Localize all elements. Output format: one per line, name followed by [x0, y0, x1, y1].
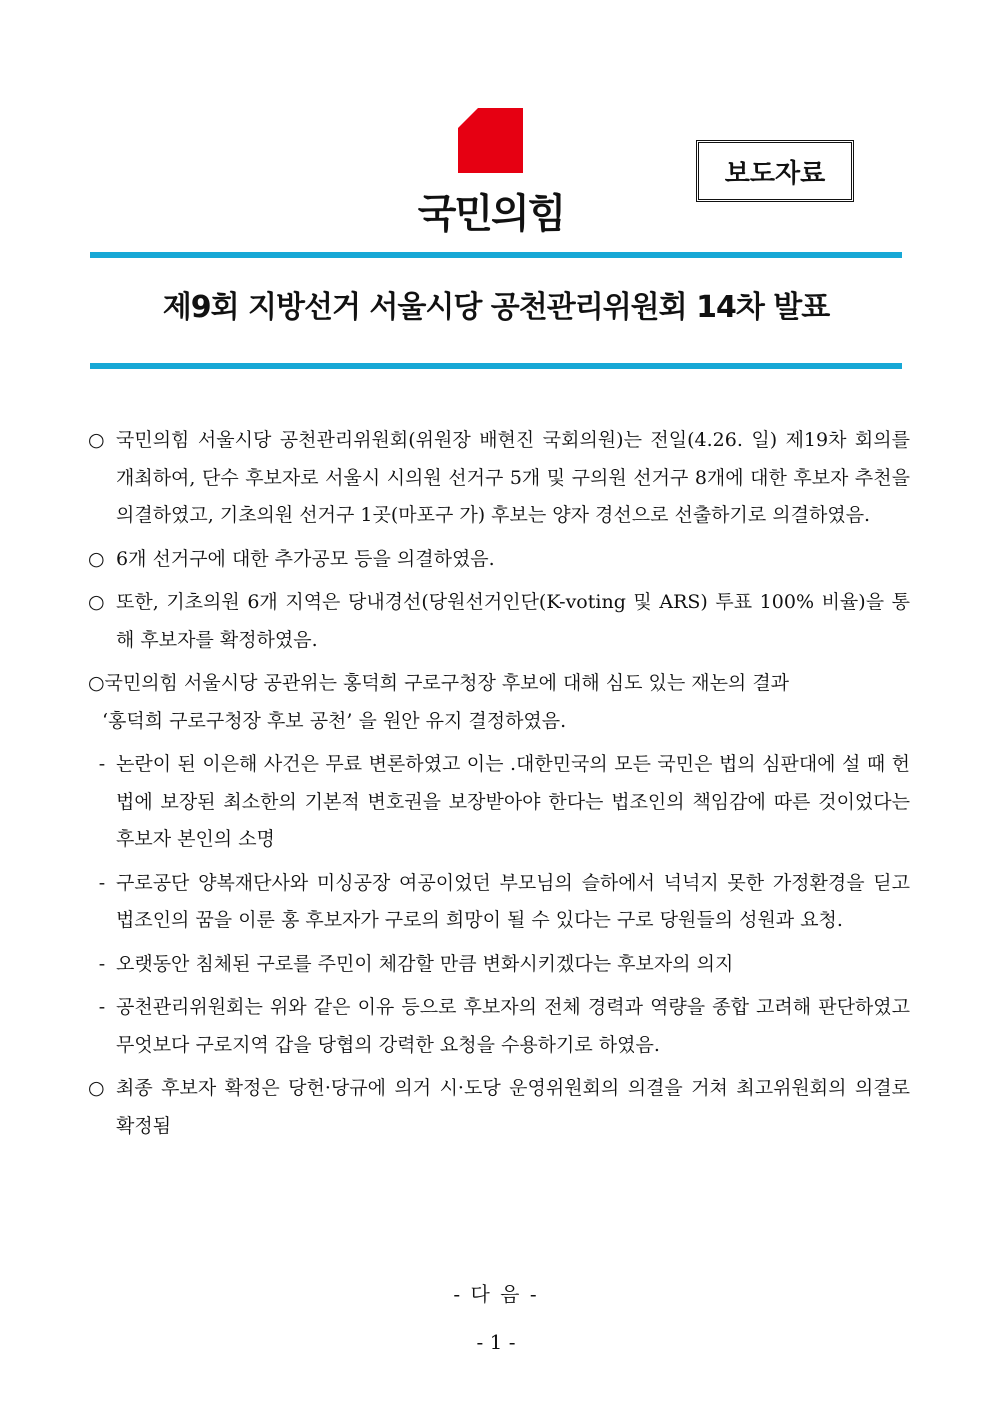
paragraph-text: 6개 선거구에 대한 추가공모 등을 의결하였음.	[116, 547, 495, 570]
title-rule-top	[90, 252, 902, 258]
dash-marker: -	[98, 753, 106, 775]
paragraph	[88, 665, 910, 703]
press-release-label	[696, 140, 854, 202]
dash-marker: -	[98, 952, 106, 975]
paragraph	[88, 1070, 910, 1145]
dash-marker: -	[98, 996, 106, 1018]
party-logo-text: 국민의힘	[417, 191, 565, 237]
document-title: 제9회 지방선거 서울시당 공천관리위원회 14차 발표	[162, 290, 830, 325]
paragraph-text: 또한, 기초의원 6개 지역은 당내경선(당원선거인단(K-voting 및 ARS) 투표 100% 비율)을 통해 후보자를 확정하였음.	[116, 591, 910, 651]
paragraph	[88, 584, 910, 659]
party-logo-mark	[458, 108, 523, 173]
next-section-label: - 다 음 -	[453, 1282, 539, 1306]
dash-item	[88, 865, 910, 940]
press-release-text: 보도자료	[724, 158, 826, 189]
paragraph-text: ‘홍덕희 구로구청장 후보 공천’ 을 원안 유지 결정하였음.	[102, 709, 567, 732]
paragraph-text: 오랫동안 침체된 구로를 주민이 체감할 만큼 변화시키겠다는 후보자의 의지	[116, 952, 734, 975]
bullet-marker: ○	[88, 1077, 105, 1099]
paragraph-text: 국민의힘 서울시당 공천관리위원회(위원장 배현진 국회의원)는 전일(4.26. 일) 제19차 회의를 개최하여, 단수 후보자로 서울시 시의원 선거구 5개 및 구의원 선거구 8개에 대한 후보자 추천을 의결하였고, 기초의원 선거구 1곳(마포구 가) 후보는 양자 경선으로 선출하기로 의결하였음.	[116, 429, 910, 526]
dash-marker: -	[98, 871, 106, 894]
paragraph-text: 최종 후보자 확정은 당헌·당규에 의거 시·도당 운영위원회의 의결을 거쳐 최고위원회의 의결로 확정됨	[116, 1077, 910, 1137]
paragraph-text: 논란이 된 이은해 사건은 무료 변론하였고 이는 .대한민국의 모든 국민은 법의 심판대에 설 때 헌법에 보장된 최소한의 기본적 변호권을 보장받아야 한다는 법조인의 책임감에 따른 것이었다는 후보자 본인의 소명	[116, 753, 910, 850]
bullet-marker: ○	[88, 672, 105, 694]
page-number: - 1 -	[476, 1330, 516, 1354]
paragraph	[88, 422, 910, 535]
paragraph	[88, 541, 910, 579]
paragraph-quote	[88, 703, 910, 741]
dash-item	[88, 746, 910, 859]
title-rule-bottom	[90, 363, 902, 369]
paragraph-text: 구로공단 양복재단사와 미싱공장 여공이었던 부모님의 슬하에서 넉넉지 못한 가정환경을 딛고 법조인의 꿈을 이룬 홍 후보자가 구로의 희망이 될 수 있다는 구로 당원들의 성원과 요청.	[116, 871, 910, 931]
bullet-marker: ○	[88, 591, 105, 613]
paragraph-text: 공천관리위원회는 위와 같은 이유 등으로 후보자의 전체 경력과 역량을 종합 고려해 판단하였고 무엇보다 구로지역 갑을 당협의 강력한 요청을 수용하기로 하였음.	[116, 996, 910, 1056]
bullet-marker: ○	[88, 547, 105, 570]
dash-item	[88, 946, 910, 984]
paragraph-text: 국민의힘 서울시당 공관위는 홍덕희 구로구청장 후보에 대해 심도 있는 재논의 결과	[104, 672, 790, 694]
document-body	[88, 422, 910, 1151]
bullet-marker: ○	[88, 429, 105, 451]
dash-item	[88, 989, 910, 1064]
